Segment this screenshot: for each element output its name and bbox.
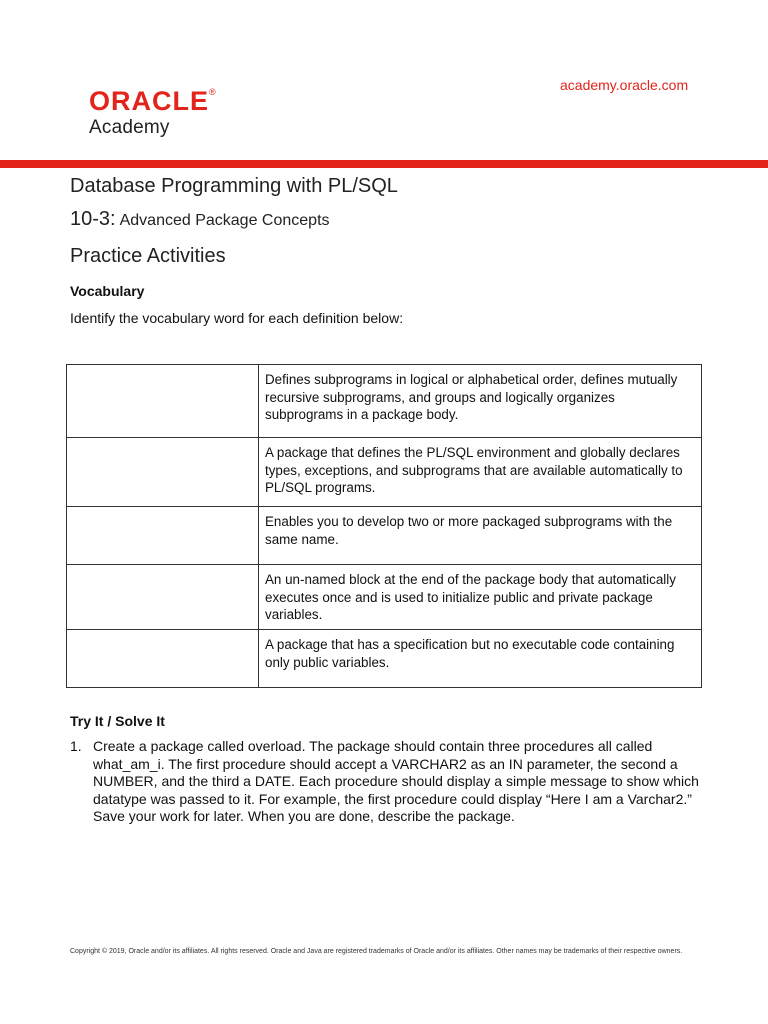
course-title: Database Programming with PL/SQL [70,175,398,197]
task-item [70,738,710,826]
registered-mark: ® [209,87,216,97]
copyright-footer: Copyright © 2019, Oracle and/or its affiliates. All rights reserved. Oracle and Java are registered trademarks of Oracle and/or its affiliates. Other names may be trademarks of their respective owners. [70,948,683,955]
task-number: 1. [70,738,82,754]
vocabulary-table [66,364,702,688]
vocabulary-term-cell[interactable] [67,365,259,438]
lesson-topic: Advanced Package Concepts [119,212,330,229]
section-title: Practice Activities [70,245,226,267]
vocabulary-definition: A package that has a specification but no executable code containing only public variables. [259,630,702,688]
oracle-academy-logo [89,88,216,139]
site-url-link[interactable]: academy.oracle.com [560,77,689,93]
logo-brand: ORACLE® [89,86,216,116]
logo-subtitle: Academy [89,117,170,138]
table-row [67,630,702,688]
vocabulary-term-cell[interactable] [67,565,259,630]
table-row [67,365,702,438]
lesson-title [70,208,330,231]
vocabulary-definition: A package that defines the PL/SQL environment and globally declares types, exceptions, and subprograms that are available automatically to PL/SQL programs. [259,438,702,507]
vocabulary-definition: Defines subprograms in logical or alphabetical order, defines mutually recursive subprograms, and groups and logically organizes subprograms in a package body. [259,365,702,438]
table-row [67,507,702,565]
vocabulary-term-cell[interactable] [67,630,259,688]
lesson-number: 10-3: [70,208,116,230]
try-it-heading: Try It / Solve It [70,713,165,729]
vocabulary-term-cell[interactable] [67,507,259,565]
vocabulary-heading: Vocabulary [70,283,145,299]
vocabulary-instruction: Identify the vocabulary word for each definition below: [70,310,404,326]
vocabulary-term-cell[interactable] [67,438,259,507]
vocabulary-definition: An un-named block at the end of the package body that automatically executes once and is used to initialize public and private package variables. [259,565,702,630]
task-text: Create a package called overload. The package should contain three procedures all called what_am_i. The first procedure should accept a VARCHAR2 as an IN parameter, the second a NUMBER, and the third a DATE. Each procedure should display a simple message to show which datatype was passed to it. For example, the first procedure could display “Here I am a Varchar2.” Save your work for later. When you are done, describe the package. [93,738,699,824]
header-divider [0,160,768,168]
table-row [67,565,702,630]
vocabulary-definition: Enables you to develop two or more packaged subprograms with the same name. [259,507,702,565]
table-row [67,438,702,507]
